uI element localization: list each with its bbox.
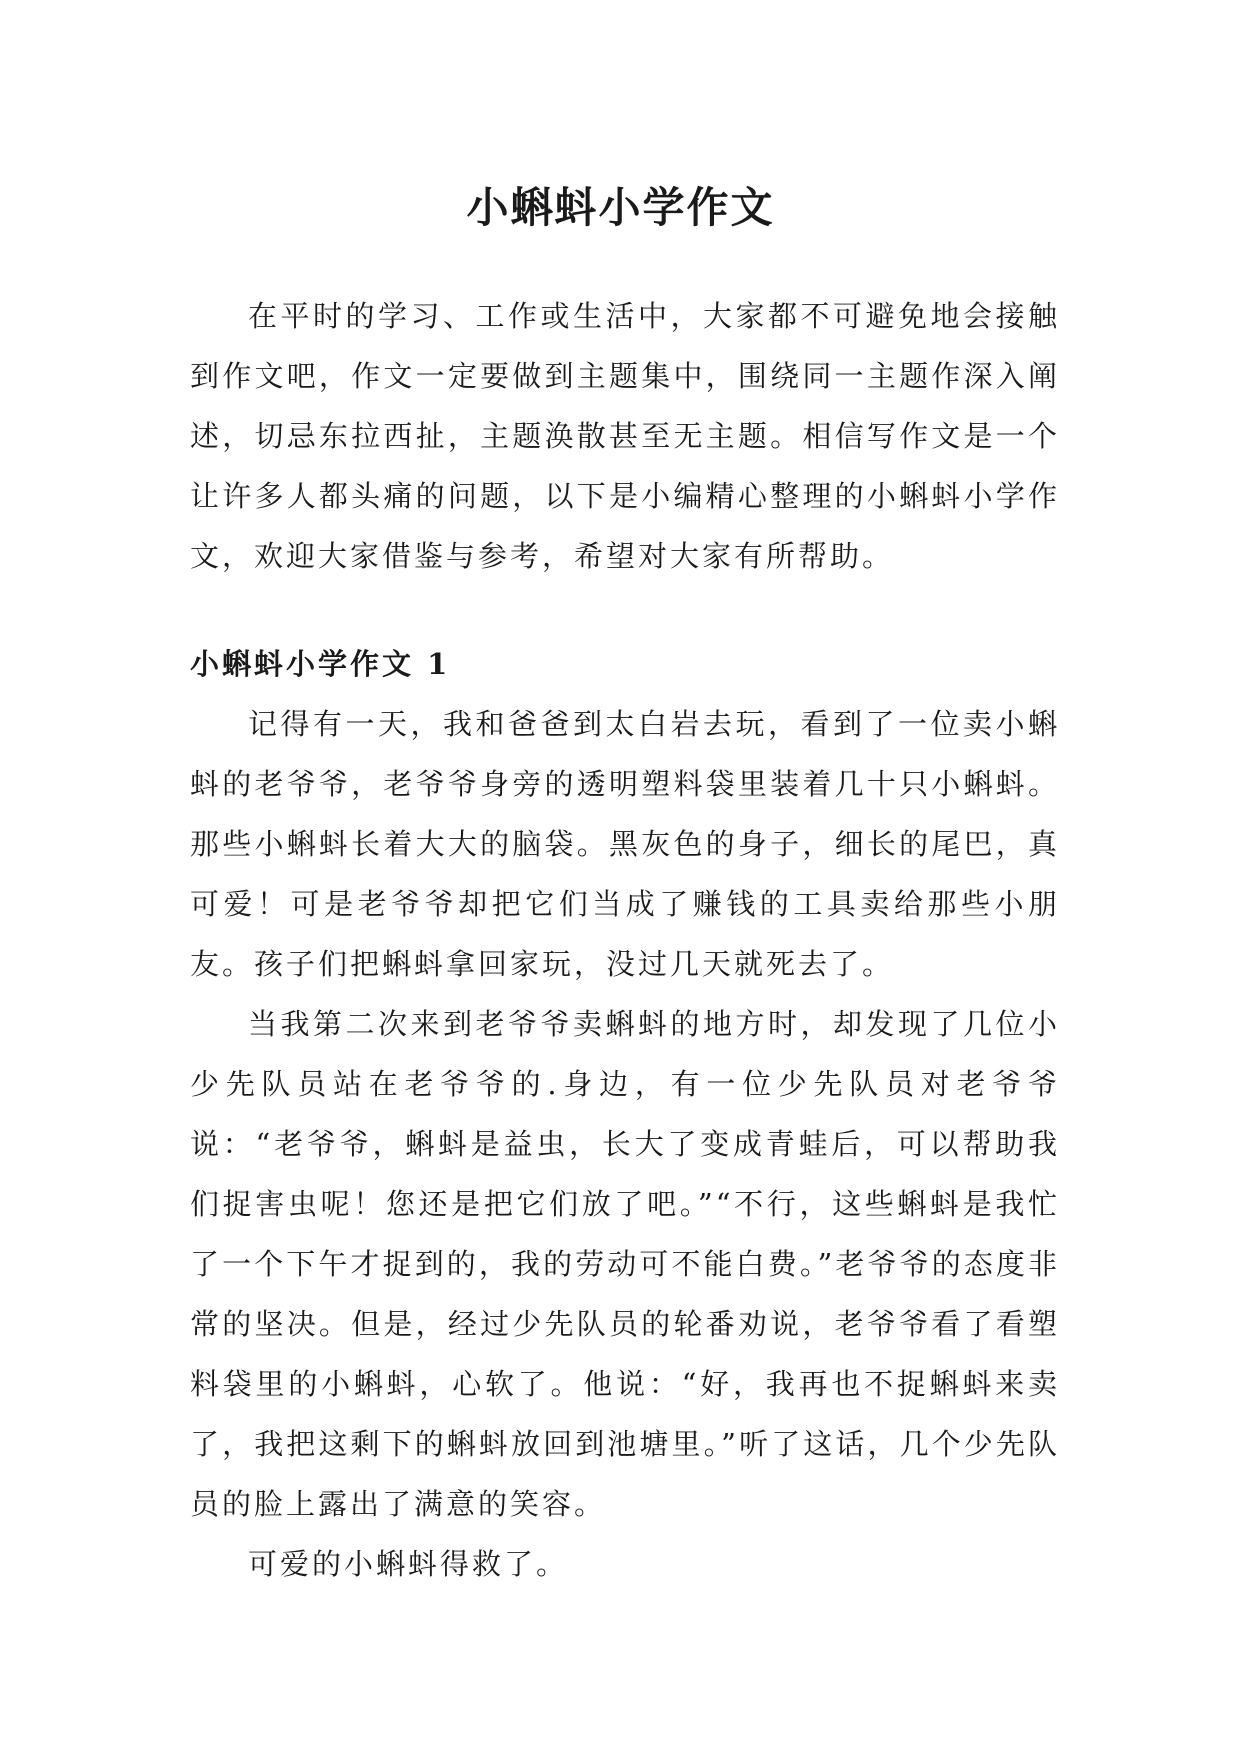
document-body xyxy=(190,286,1060,1594)
intro-paragraph: 在平时的学习、工作或生活中，大家都不可避免地会接触到作文吧，作文一定要做到主题集中，围绕同一主题作深入阐述，切忌东拉西扯，主题涣散甚至无主题。相信写作文是一个让许多人都头痛的问题，以下是小编精心整理的小蝌蚪小学作文，欢迎大家借鉴与参考，希望对大家有所帮助。 xyxy=(190,299,1060,573)
body-paragraph-2: 当我第二次来到老爷爷卖蝌蚪的地方时，却发现了几位小少先队员站在老爷爷的.身边，有一位少先队员对老爷爷说：“老爷爷，蝌蚪是益虫，长大了变成青蛙后，可以帮助我们捉害虫呢！您还是把它们放了吧。”“不行，这些蝌蚪是我忙了一个下午才捉到的，我的劳动可不能白费。”老爷爷的态度非常的坚决。但是，经过少先队员的轮番劝说，老爷爷看了看塑料袋里的小蝌蚪，心软了。他说：“好，我再也不捉蝌蚪来卖了，我把这剩下的蝌蚪放回到池塘里。”听了这话，几个少先队员的脸上露出了满意的笑容。 xyxy=(190,1007,1060,1521)
document-title: 小蝌蚪小学作文 xyxy=(466,183,775,233)
body-paragraph-1: 记得有一天，我和爸爸到太白岩去玩，看到了一位卖小蝌蚪的老爷爷，老爷爷身旁的透明塑料袋里装着几十只小蝌蚪。那些小蝌蚪长着大大的脑袋。黑灰色的身子，细长的尾巴，真可爱！可是老爷爷却把它们当成了赚钱的工具卖给那些小朋友。孩子们把蝌蚪拿回家玩，没过几天就死去了。 xyxy=(190,707,1060,981)
section-heading: 小蝌蚪小学作文 1 xyxy=(190,647,451,681)
body-paragraph-3: 可爱的小蝌蚪得救了。 xyxy=(248,1547,569,1581)
